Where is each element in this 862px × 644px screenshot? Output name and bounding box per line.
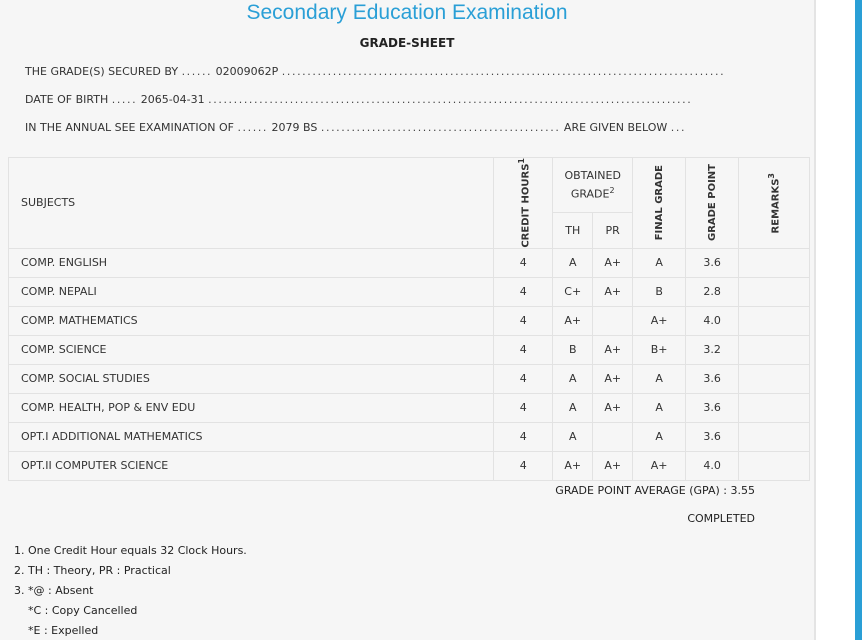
table-row (9, 306, 810, 335)
final-grade-header: FINAL GRADE (633, 158, 686, 249)
subject-cell: COMP. ENGLISH (9, 248, 494, 277)
th-grade-cell: C+ (553, 277, 593, 306)
pr-header: PR (593, 212, 633, 248)
final-grade-cell: A (633, 422, 686, 451)
footnote-expelled: *E : Expelled (28, 624, 99, 637)
footnote-absent: 3. *@ : Absent (14, 584, 94, 597)
pr-grade-cell: A+ (593, 451, 633, 480)
remarks-cell (739, 248, 810, 277)
grade-point-cell: 3.6 (686, 364, 739, 393)
symbol-number: 02009062P (215, 65, 279, 78)
grade-point-cell: 3.6 (686, 248, 739, 277)
subjects-header: SUBJECTS (9, 158, 494, 249)
table-row (9, 248, 810, 277)
gpa-value: GRADE POINT AVERAGE (GPA) : 3.55 (555, 484, 755, 497)
credit-hours-header: CREDIT HOURS$^1$ (494, 158, 553, 249)
grades-table (8, 157, 810, 481)
remarks-cell (739, 364, 810, 393)
credit-hours-cell: 4 (494, 393, 553, 422)
table-row (9, 451, 810, 480)
dob-label: DATE OF BIRTH (25, 93, 109, 106)
subject-cell: COMP. NEPALI (9, 277, 494, 306)
remarks-cell (739, 306, 810, 335)
credit-hours-cell: 4 (494, 364, 553, 393)
th-grade-cell: B (553, 335, 593, 364)
subject-cell: COMP. SCIENCE (9, 335, 494, 364)
grade-point-cell: 2.8 (686, 277, 739, 306)
credit-hours-cell: 4 (494, 277, 553, 306)
footnote-copy-cancelled: *C : Copy Cancelled (28, 604, 138, 617)
grade-point-header: GRADE POINT (686, 158, 739, 249)
grade-point-cell: 3.6 (686, 393, 739, 422)
th-grade-cell: A+ (553, 451, 593, 480)
secured-by-label: THE GRADE(S) SECURED BY (25, 65, 179, 78)
secured-by-line: THE GRADE(S) SECURED BY ...... 02009062P ....................................................................................... (25, 65, 726, 78)
th-grade-cell: A (553, 364, 593, 393)
credit-hours-cell: 4 (494, 451, 553, 480)
final-grade-cell: B (633, 277, 686, 306)
pr-grade-cell: A+ (593, 393, 633, 422)
table-row (9, 335, 810, 364)
final-grade-cell: B+ (633, 335, 686, 364)
subject-cell: OPT.I ADDITIONAL MATHEMATICS (9, 422, 494, 451)
table-row (9, 364, 810, 393)
credit-hours-cell: 4 (494, 335, 553, 364)
grade-point-cell: 4.0 (686, 306, 739, 335)
final-grade-cell: A (633, 364, 686, 393)
final-grade-cell: A (633, 393, 686, 422)
sheet-title: GRADE-SHEET (359, 36, 455, 50)
pr-grade-cell: A+ (593, 364, 633, 393)
grade-point-cell: 4.0 (686, 451, 739, 480)
subject-cell: COMP. HEALTH, POP & ENV EDU (9, 393, 494, 422)
remarks-cell (739, 451, 810, 480)
remarks-cell (739, 335, 810, 364)
grade-point-cell: 3.6 (686, 422, 739, 451)
pr-grade-cell: A+ (593, 277, 633, 306)
exam-label: IN THE ANNUAL SEE EXAMINATION OF (25, 121, 234, 134)
final-grade-cell: A+ (633, 306, 686, 335)
final-grade-cell: A+ (633, 451, 686, 480)
dob-value: 2065-04-31 (140, 93, 205, 106)
exam-line: IN THE ANNUAL SEE EXAMINATION OF ...... 2079 BS ............................................... ARE GIVEN BELOW ... (25, 121, 687, 134)
pr-grade-cell: A+ (593, 335, 633, 364)
footnote-th-pr: 2. TH : Theory, PR : Practical (14, 564, 171, 577)
exam-title: Secondary Education Examination (246, 1, 568, 24)
table-row (9, 422, 810, 451)
scrollbar[interactable] (855, 0, 862, 640)
th-grade-cell: A+ (553, 306, 593, 335)
divider (814, 0, 816, 640)
remarks-header: REMARKS$^3$ (739, 158, 810, 249)
th-header: TH (553, 212, 593, 248)
grade-point-cell: 3.2 (686, 335, 739, 364)
subject-cell: COMP. SOCIAL STUDIES (9, 364, 494, 393)
remarks-cell (739, 277, 810, 306)
dob-line: DATE OF BIRTH ..... 2065-04-31 ............................................................................................... (25, 93, 693, 106)
credit-hours-cell: 4 (494, 306, 553, 335)
remarks-cell (739, 422, 810, 451)
th-grade-cell: A (553, 422, 593, 451)
subject-cell: COMP. MATHEMATICS (9, 306, 494, 335)
remarks-cell (739, 393, 810, 422)
th-grade-cell: A (553, 393, 593, 422)
table-row (9, 277, 810, 306)
final-grade-cell: A (633, 248, 686, 277)
pr-grade-cell: A+ (593, 248, 633, 277)
pr-grade-cell (593, 422, 633, 451)
exam-suffix: ARE GIVEN BELOW (563, 121, 668, 134)
footnotes (14, 544, 247, 644)
table-row (9, 393, 810, 422)
pr-grade-cell (593, 306, 633, 335)
subject-cell: OPT.II COMPUTER SCIENCE (9, 451, 494, 480)
exam-year: 2079 BS (271, 121, 318, 134)
th-grade-cell: A (553, 248, 593, 277)
credit-hours-cell: 4 (494, 248, 553, 277)
obtained-grade-header: OBTAINED GRADE$^2$ (553, 158, 633, 213)
credit-hours-cell: 4 (494, 422, 553, 451)
footnote-credit-hour: 1. One Credit Hour equals 32 Clock Hours. (14, 544, 247, 557)
result-status: COMPLETED (687, 512, 755, 525)
